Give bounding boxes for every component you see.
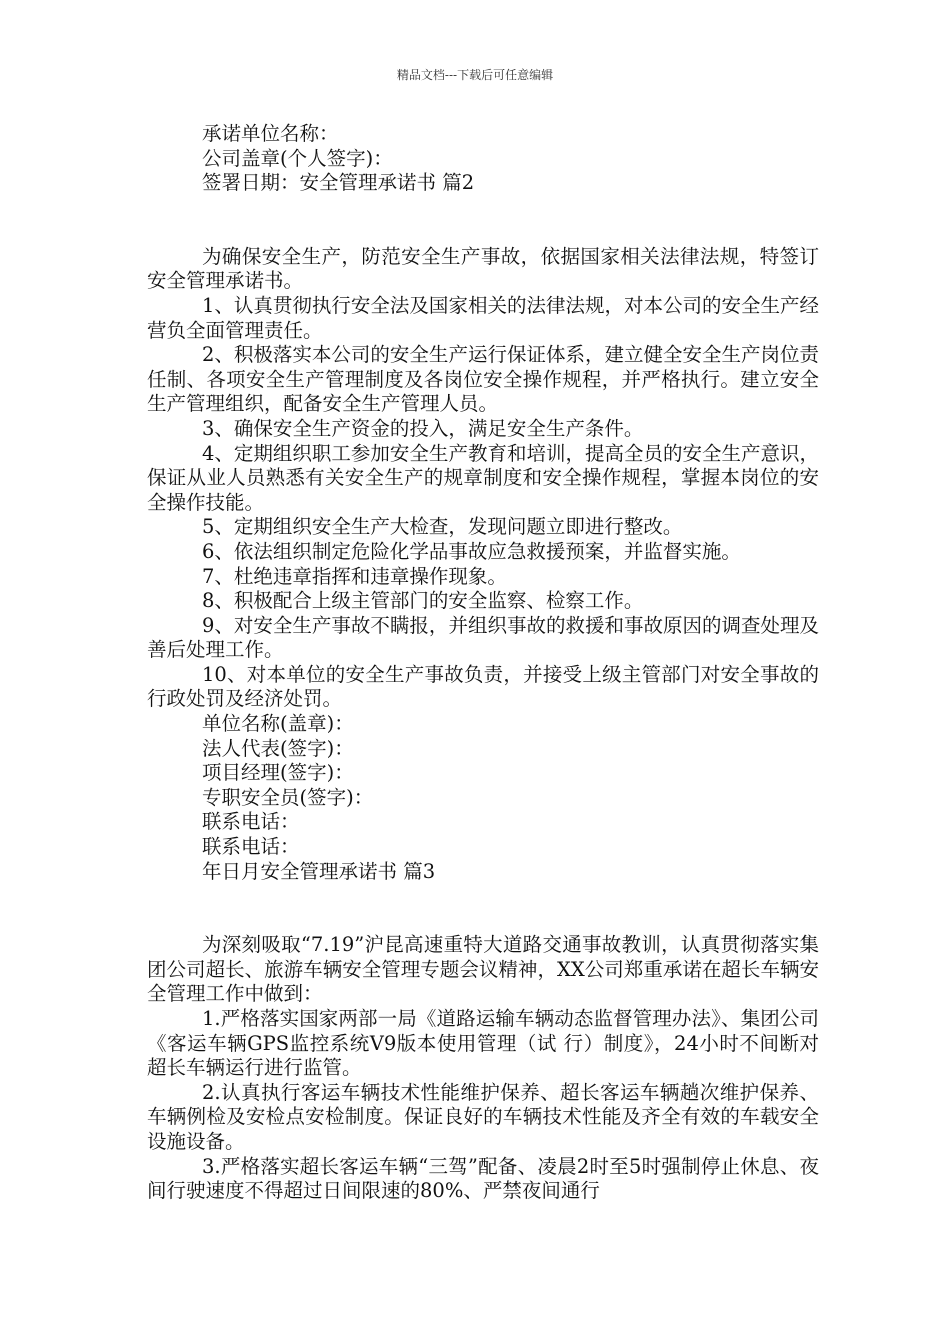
- signature-phone-1: 联系电话：: [202, 810, 300, 834]
- section3-item-2: 2.认真执行客运车辆技术性能维护保养、超长客运车辆趟次维护保养、车辆例检及安检点安检制度。保证良好的车辆技术性能及齐全有效的车载安全设施设备。: [147, 1080, 819, 1153]
- section-gap: [147, 884, 819, 933]
- section2-item-8: 8、积极配合上级主管部门的安全监察、检察工作。: [202, 589, 644, 613]
- section2-item-6: 6、依法组织制定危险化学品事故应急救援预案，并监督实施。: [202, 539, 741, 563]
- section2-item-9: 9、对安全生产事故不瞒报，并组织事故的救援和事故原因的调查处理及善后处理工作。: [147, 613, 819, 662]
- section2-item-1: 1、认真贯彻执行安全法及国家相关的法律法规，对本公司的安全生产经营负全面管理责任。: [147, 293, 819, 342]
- signature-legal-rep: 法人代表(签字)：: [202, 736, 354, 760]
- section3-item-1: 1.严格落实国家两部一局《道路运输车辆动态监督管理办法》、集团公司《客运车辆GPS监控系统V9版本使用管理（试 行）制度》，24小时不间断对超长车辆运行进行监管。: [147, 1007, 819, 1080]
- section3-item-3: 3.严格落实超长客运车辆“三驾”配备、凌晨2时至5时强制停止休息、夜间行驶速度不得超过日间限速的80%、严禁夜间通行: [147, 1154, 819, 1203]
- signature-project-manager: 项目经理(签字)：: [202, 761, 354, 785]
- section-gap: [147, 196, 819, 245]
- section3-heading-line: 年日月安全管理承诺书 篇3: [202, 859, 436, 883]
- section2-item-10: 10、对本单位的安全生产事故负责，并接受上级主管部门对安全事故的行政处罚及经济处罚。: [147, 662, 819, 711]
- section2-intro-paragraph: 为确保安全生产，防范安全生产事故，依据国家相关法律法规，特签订安全管理承诺书。: [147, 244, 819, 293]
- section2-item-3: 3、确保安全生产资金的投入，满足安全生产条件。: [202, 416, 644, 440]
- pledge-unit-name-line: 承诺单位名称：: [202, 122, 339, 145]
- section2-item-2: 2、积极落实本公司的安全生产运行保证体系，建立健全安全生产岗位责任制、各项安全生产管理制度及各岗位安全操作规程，并严格执行。建立安全生产管理组织，配备安全生产管理人员。: [147, 343, 819, 416]
- signature-safety-officer: 专职安全员(签字)：: [202, 785, 374, 809]
- section3-intro-paragraph: 为深刻吸取“7.19”沪昆高速重特大道路交通事故教训，认真贯彻落实集团公司超长、旅游车辆安全管理专题会议精神，XX公司郑重承诺在超长车辆安全管理工作中做到：: [147, 933, 819, 1006]
- section2-item-5: 5、定期组织安全生产大检查，发现问题立即进行整改。: [202, 515, 683, 539]
- signature-unit-name: 单位名称(盖章)：: [202, 712, 354, 736]
- signing-date-line: 签署日期：安全管理承诺书 篇2: [202, 171, 475, 195]
- page-header-note: 精品文档---下载后可任意编辑: [396, 68, 554, 82]
- company-seal-line: 公司盖章(个人签字)：: [202, 146, 393, 170]
- section2-item-7: 7、杜绝违章指挥和违章操作现象。: [202, 564, 507, 588]
- signature-phone-2: 联系电话：: [202, 835, 300, 859]
- section2-item-4: 4、定期组织职工参加安全生产教育和培训，提高全员的安全生产意识，保证从业人员熟悉有关安全生产的规章制度和安全操作规程，掌握本岗位的安全操作技能。: [147, 441, 819, 514]
- document-body: [147, 122, 819, 1204]
